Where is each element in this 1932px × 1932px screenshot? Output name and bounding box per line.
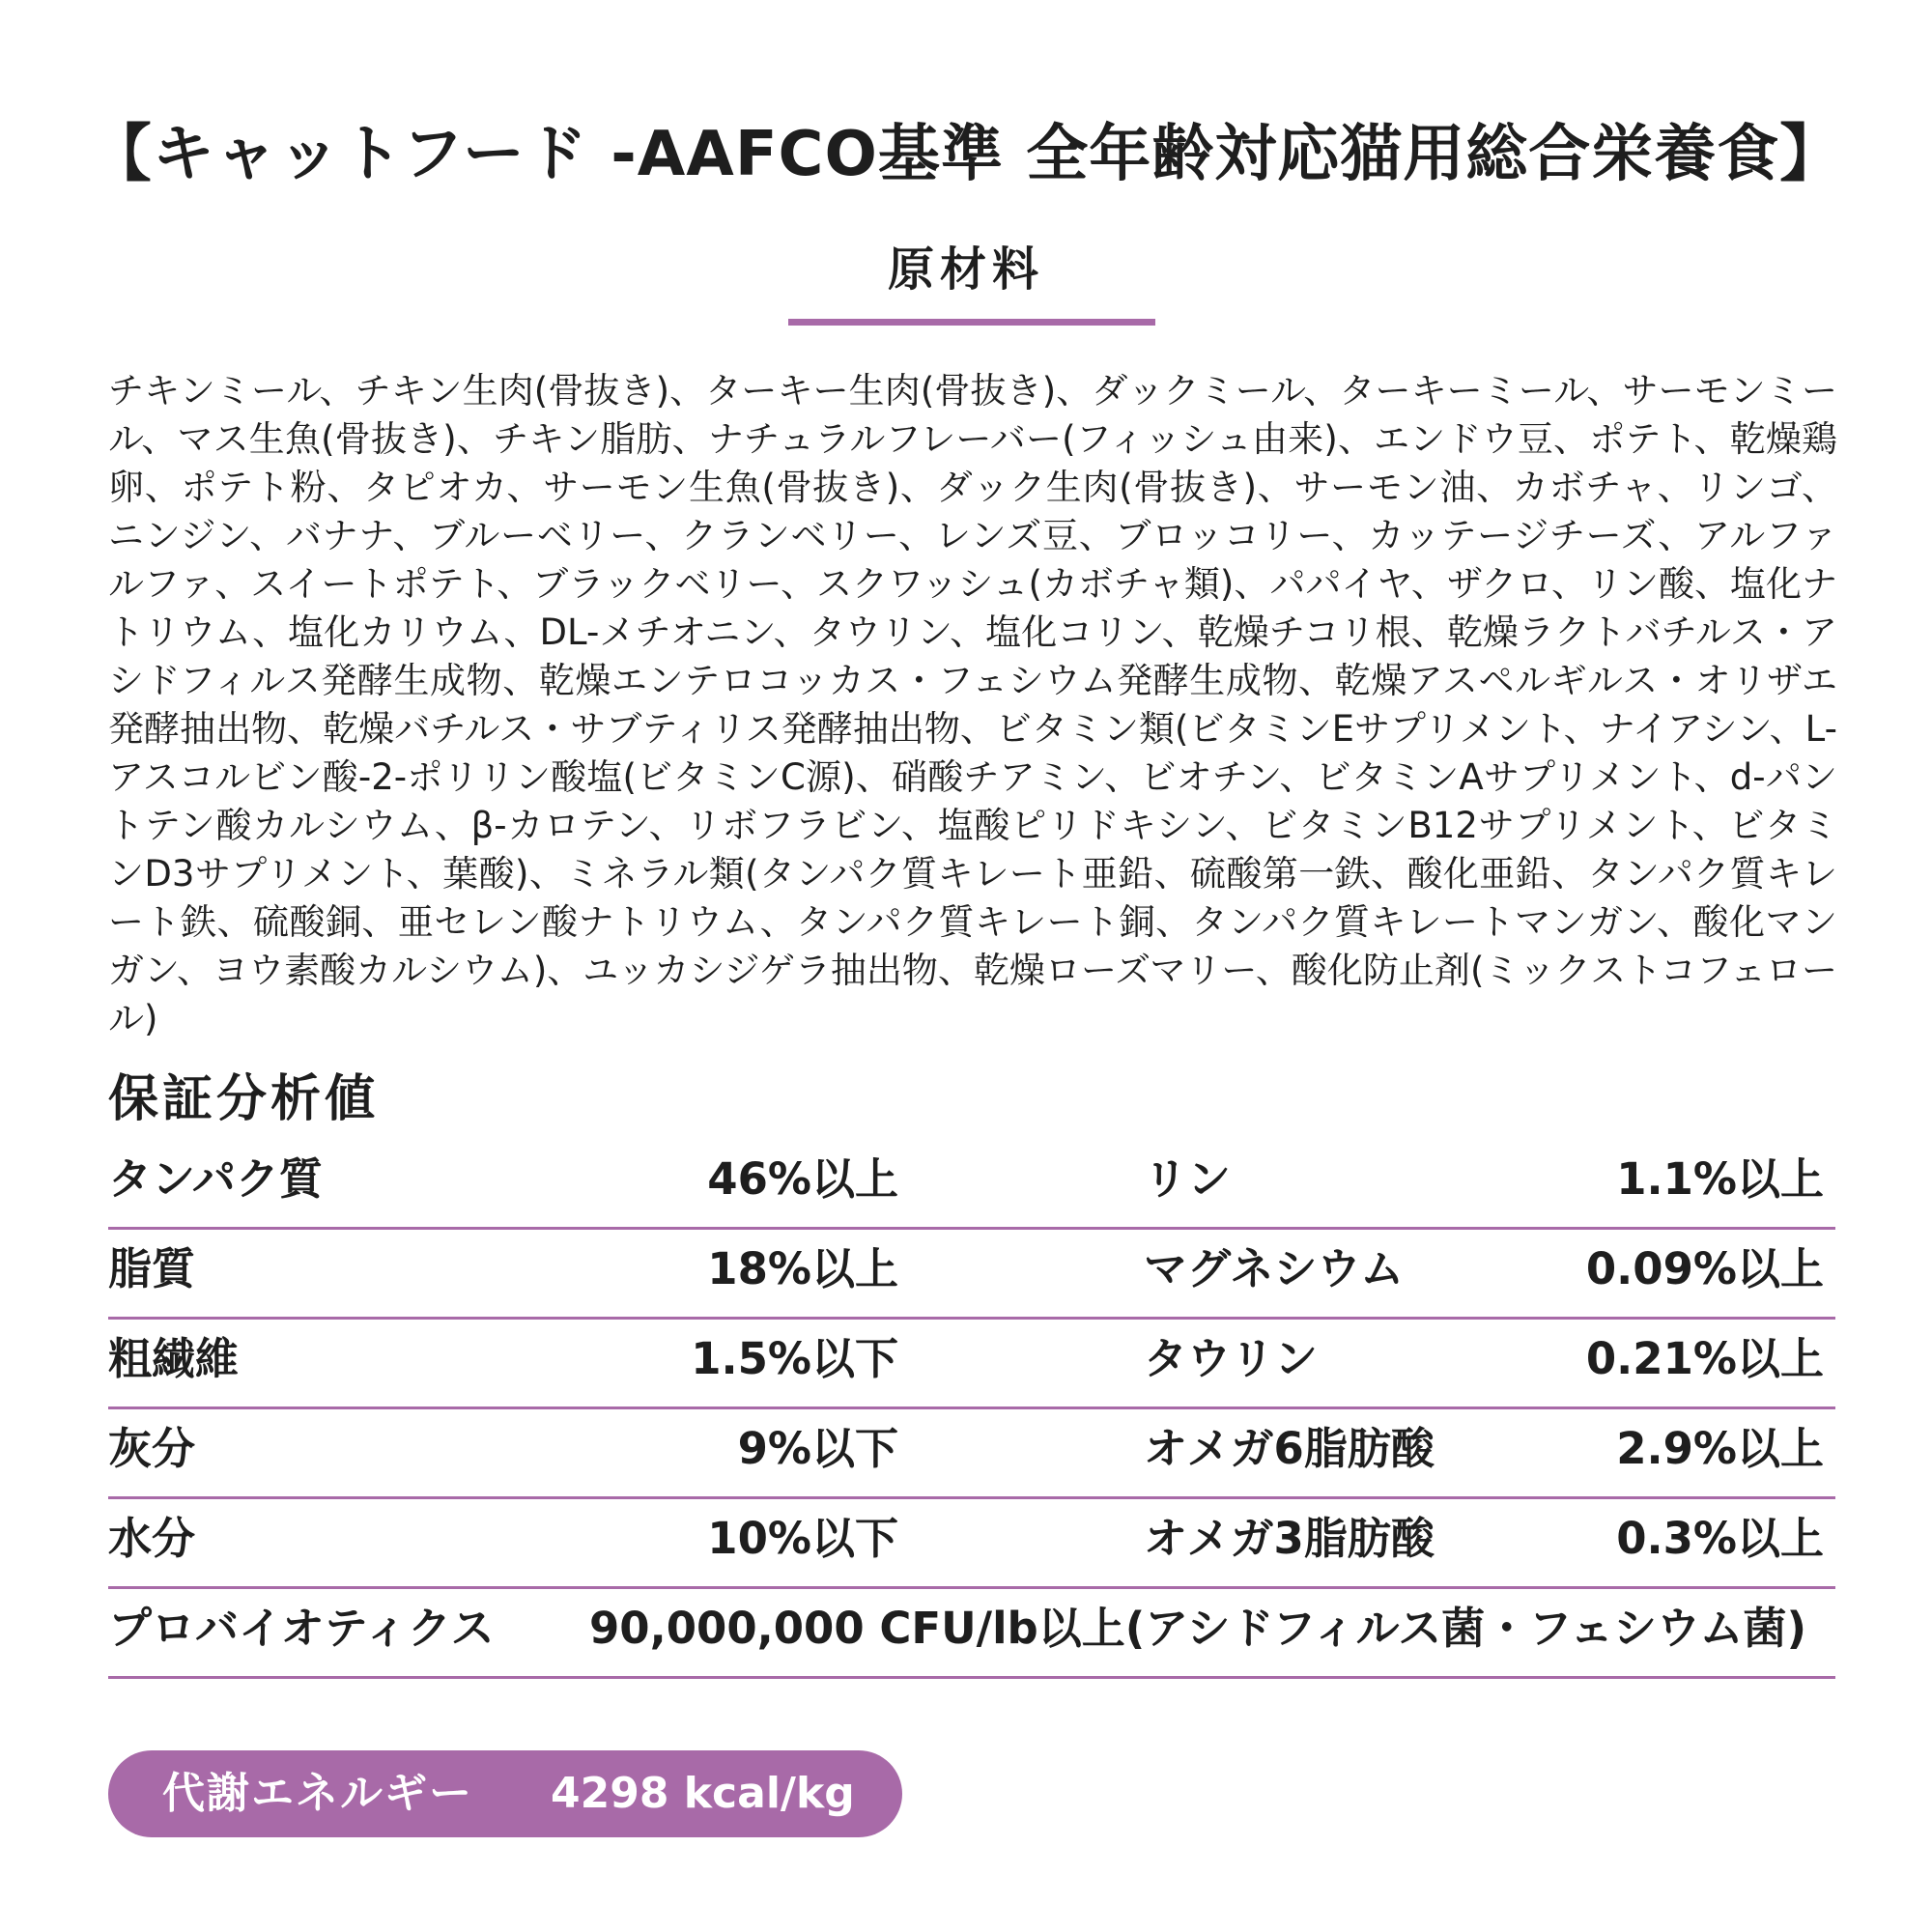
probiotics-value: 90,000,000 CFU/lb以上(アシドフィルス菌・フェシウム菌): [589, 1603, 1807, 1654]
guaranteed-analysis-table: [108, 1140, 1835, 1679]
nutrient-label: マグネシウム: [1144, 1243, 1405, 1294]
nutrient-label: 粗繊維: [108, 1333, 240, 1384]
nutrient-value: 9%以下: [737, 1423, 898, 1474]
nutrient-label: リン: [1144, 1153, 1232, 1205]
ingredients-heading: 原材料: [887, 242, 1044, 297]
table-row: [108, 1230, 1835, 1320]
energy-value: 4298 kcal/kg: [551, 1769, 855, 1818]
table-row: [108, 1140, 1835, 1230]
energy-label: 代謝エネルギー: [162, 1769, 473, 1818]
nutrient-label: オメガ6脂肪酸: [1144, 1423, 1435, 1474]
nutrient-value: 0.3%以上: [1616, 1513, 1824, 1564]
probiotics-label: プロバイオティクス: [108, 1603, 495, 1654]
nutrient-value: 0.21%以上: [1585, 1333, 1824, 1384]
nutrient-value: 18%以上: [707, 1243, 898, 1294]
nutrient-value: 46%以上: [707, 1153, 898, 1205]
ingredients-heading-underline: [788, 319, 1155, 326]
table-row-probiotics: [108, 1589, 1835, 1679]
nutrient-label: 脂質: [108, 1243, 196, 1294]
nutrient-value: 1.5%以下: [691, 1333, 898, 1384]
nutrient-value: 1.1%以上: [1616, 1153, 1824, 1205]
page-title: 【キャットフード -AAFCO基準 全年齢対応猫用総合栄養食】: [89, 119, 1843, 190]
ingredients-text: チキンミール、チキン生肉(骨抜き)、ターキー生肉(骨抜き)、ダックミール、ターキーミール、サーモンミール、マス生魚(骨抜き)、チキン脂肪、ナチュラルフレーバー(フィッシュ由来)、エンドウ豆、ポテト、乾燥鶏卵、ポテト粉、タピオカ、サーモン生魚(骨抜き)、ダック生肉(骨抜き)、サーモン油、カボチャ、リンゴ、ニンジン、バナナ、ブルーベリー、クランベリー、レンズ豆、ブロッコリー、カッテージチーズ、アルファルファ、スイートポテト、ブラックベリー、スクワッシュ(カボチャ類)、パパイヤ、ザクロ、リン酸、塩化ナトリウム、塩化カリウム、DL-メチオニン、タウリン、塩化コリン、乾燥チコリ根、乾燥ラクトバチルス・アシドフィルス発酵生成物、乾燥エンテロコッカス・フェシウム発酵生成物、乾燥アスペルギルス・オリザエ発酵抽出物、乾燥バチルス・サブティリス発酵抽出物、ビタミン類(ビタミンEサプリメント、ナイアシン、L-アスコルビン酸-2-ポリリン酸塩(ビタミンC源)、硝酸チアミン、ビオチン、ビタミンAサプリメント、d-パントテン酸カルシウム、β-カロテン、リボフラビン、塩酸ピリドキシン、ビタミンB12サプリメント、ビタミンD3サプリメント、葉酸)、ミネラル類(タンパク質キレート亜鉛、硫酸第一鉄、酸化亜鉛、タンパク質キレート鉄、硫酸銅、亜セレン酸ナトリウム、タンパク質キレート銅、タンパク質キレートマンガン、酸化マンガン、ヨウ素酸カルシウム)、ユッカシジゲラ抽出物、乾燥ローズマリー、酸化防止剤(ミックストコフェロール): [108, 370, 1837, 1039]
nutrient-value: 2.9%以上: [1616, 1423, 1824, 1474]
nutrient-label: 灰分: [108, 1423, 196, 1474]
nutrient-value: 10%以下: [707, 1513, 898, 1564]
table-row: [108, 1320, 1835, 1409]
table-row: [108, 1499, 1835, 1589]
nutrient-label: タンパク質: [108, 1153, 323, 1205]
nutrient-label: タウリン: [1144, 1333, 1319, 1384]
guaranteed-analysis-heading: 保証分析値: [108, 1070, 380, 1128]
energy-badge: [108, 1750, 902, 1837]
nutrient-label: 水分: [108, 1513, 196, 1564]
nutrient-value: 0.09%以上: [1585, 1243, 1824, 1294]
nutrient-label: オメガ3脂肪酸: [1144, 1513, 1435, 1564]
table-row: [108, 1409, 1835, 1499]
